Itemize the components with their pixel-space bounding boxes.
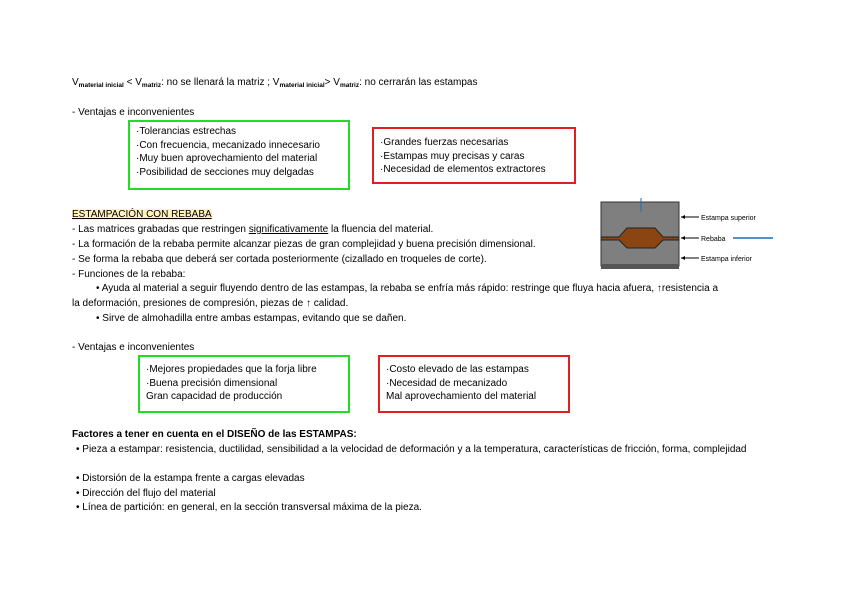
- arrowhead-lower: [681, 256, 685, 260]
- list-item: ·Posibilidad de secciones muy delgadas: [136, 166, 314, 178]
- arrowhead-upper: [681, 215, 685, 219]
- section2-line1: [72, 223, 433, 236]
- intro-v1: V: [72, 77, 79, 88]
- die-diagram: [595, 198, 795, 272]
- list-item: Gran capacidad de producción: [146, 391, 283, 402]
- label-lower-die: Estampa inferior: [701, 256, 752, 263]
- label-flash: Rebaba: [701, 236, 726, 243]
- list-item: ·Buena precisión dimensional: [146, 377, 278, 389]
- list-item: ·Con frecuencia, mecanizado innecesario: [136, 139, 320, 151]
- factors-item-1: • Pieza a estampar: resistencia, ductilidad, sensibilidad a la velocidad de deformación y a la temperatura, características de fricción, forma, complejidad: [76, 444, 747, 455]
- intro-t2: : no cerrarán las estampas: [359, 77, 478, 88]
- factors-item-4: • Línea de partición: en general, en la sección transversal máxima de la pieza.: [76, 502, 422, 513]
- section2-bullet1a: • Ayuda al material a seguir fluyendo dentro de las estampas, la rebaba se enfría más rápido: restringe que fluya hacia afuera, ↑resistencia a: [96, 283, 719, 294]
- factors-title: Factores a tener en cuenta en el DISEÑO de las ESTAMPAS:: [72, 429, 357, 440]
- intro-line: [72, 76, 477, 90]
- list-item: Mal aprovechamiento del material: [386, 391, 537, 402]
- list-item: ·Costo elevado de las estampas: [386, 364, 529, 375]
- section2-label: - Ventajas e inconvenientes: [72, 342, 195, 353]
- list-item: ·Muy buen aprovechamiento del material: [136, 153, 318, 164]
- factors-item-2: • Distorsión de la estampa frente a cargas elevadas: [76, 473, 305, 484]
- arrowhead-flash: [681, 236, 685, 240]
- section2-disadvantages-box: [378, 355, 570, 413]
- section1-label: - Ventajas e inconvenientes: [72, 107, 195, 118]
- hatch-base: [601, 264, 679, 269]
- text-run: la fluencia del material.: [328, 224, 434, 235]
- section2-line3: - Se forma la rebaba que deberá ser cortada posteriormente (cizallado en troqueles de corte).: [72, 254, 487, 265]
- list-item: ·Estampas muy precisas y caras: [380, 150, 525, 162]
- list-item: ·Tolerancias estrechas: [136, 126, 237, 137]
- factors-item-3: • Dirección del flujo del material: [76, 488, 216, 499]
- intro-sub4: matriz: [339, 82, 360, 89]
- intro-sub3: material inicial: [279, 82, 325, 89]
- list-item: ·Necesidad de mecanizado: [386, 377, 508, 389]
- list-item: ·Necesidad de elementos extractores: [380, 164, 546, 175]
- section2-bullet2: • Sirve de almohadilla entre ambas estampas, evitando que se dañen.: [96, 313, 407, 324]
- intro-sub2: matriz: [141, 82, 162, 89]
- section2-heading: ESTAMPACIÓN CON REBABA: [72, 209, 212, 220]
- section1-disadvantages-box: [372, 127, 576, 184]
- section2-line2: - La formación de la rebaba permite alcanzar piezas de gran complejidad y buena precisión dimensional.: [72, 239, 536, 250]
- section2-advantages-box: [138, 355, 350, 413]
- intro-op1: < V: [123, 77, 142, 88]
- intro-sub1: material inicial: [78, 82, 124, 89]
- section1-advantages-box: [128, 120, 350, 190]
- text-run-underlined: significativamente: [248, 224, 329, 235]
- intro-op2: > V: [324, 77, 340, 88]
- intro-t1: : no se llenará la matriz ; V: [161, 77, 280, 88]
- label-upper-die: Estampa superior: [701, 215, 756, 222]
- section2-line4: - Funciones de la rebaba:: [72, 269, 186, 280]
- text-run: - Las matrices grabadas que restringen: [72, 224, 249, 235]
- section2-bullet1b: la deformación, presiones de compresión, piezas de ↑ calidad.: [72, 298, 349, 309]
- list-item: ·Mejores propiedades que la forja libre: [146, 364, 317, 375]
- list-item: ·Grandes fuerzas necesarias: [380, 137, 509, 148]
